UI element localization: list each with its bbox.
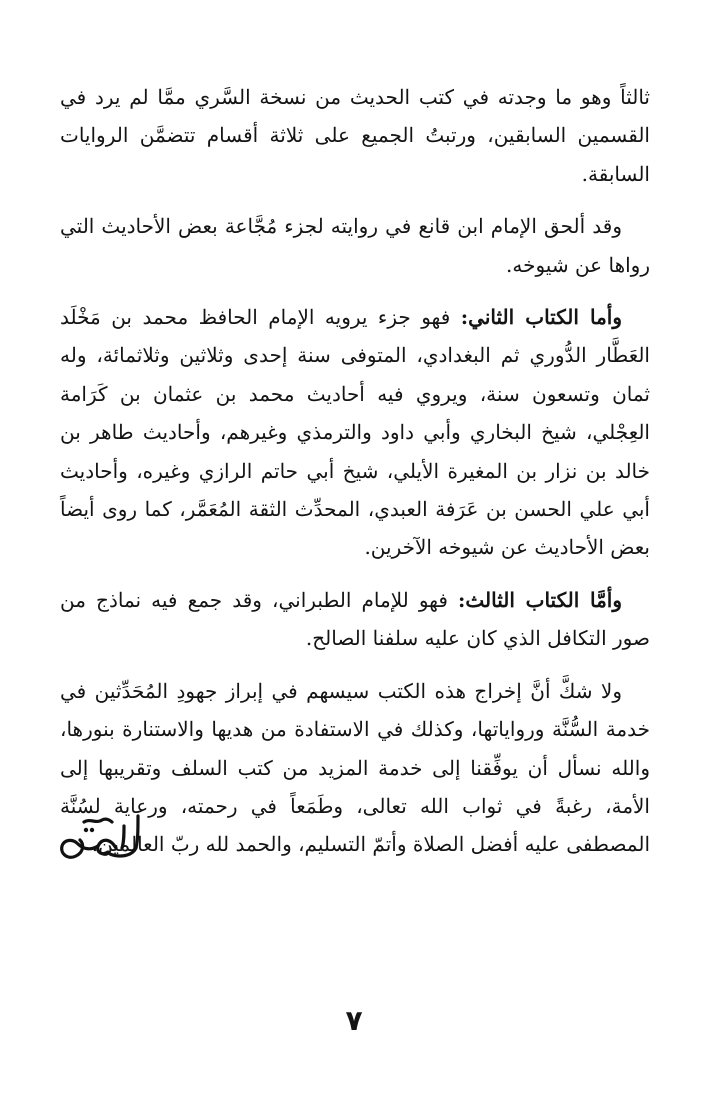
page-number: ٧ (345, 1004, 363, 1037)
paragraph-text: ولا شكَّ أنَّ إخراج هذه الكتب سيسهم في إبراز جهودِ المُحَدِّثين في خدمة السُّنَّة ورواياتها، وكذلك في الاستفادة من هديها والاستنارة بنورها، والله نسأل أن يوفِّقنا إلى خدمة المزيد من كتب السلف وتقريبها إلى الأمة، رغبةً في ثواب الله تعالى، وطَمَعاً في رحمته، ورعاية لسُنَّة المصطفى عليه أفضل الصلاة وأتمّ التسليم، والحمد لله ربّ العالمين. (60, 678, 650, 857)
paragraph-lead: وأما الكتاب الثاني: (460, 305, 623, 330)
paragraph-closing (60, 672, 650, 864)
editor-signature (54, 808, 146, 864)
signature-calligraphy-icon (54, 808, 146, 864)
paragraph-text: ثالثاً وهو ما وجدته في كتب الحديث من نسخة السَّري ممَّا لم يرد في القسمين السابقين، ورتبتُ الجميع على ثلاثة أقسام تتضمَّن الروايات السابقة. (60, 85, 650, 186)
paragraph-text: وقد ألحق الإمام ابن قانع في روايته لجزء مُجَّاعة بعض الأحاديث التي رواها عن شيوخه. (60, 214, 650, 277)
paragraph-text: فهو للإمام الطبراني، وقد جمع فيه نماذج من صور التكافل الذي كان عليه سلفنا الصالح. (60, 587, 650, 651)
paragraph-ibn-qani (60, 207, 650, 284)
paragraph-second-book (60, 298, 650, 567)
paragraph-lead: وأمَّا الكتاب الثالث: (458, 587, 622, 612)
paragraph-text: فهو جزء يرويه الإمام الحافظ محمد بن مَخْلَد العَطَّار الدُّوري ثم البغدادي، المتوفى سنة إحدى وثلاثين وثلاثمائة، وله ثمان وتسعون سنة، ويروي فيه أحاديث محمد بن عثمان بن كَرَامة العِجْلي، شيخ البخاري وأبي داود والترمذي وغيرهم، وأحاديث طاهر بن خالد بن نزار بن المغيرة الأيلي، شيخ أبي حاتم الرازي وغيره، وأحاديث أبي علي الحسن بن عَرَفة العبدي، المحدِّث الثقة المُعَمَّر، كما روى أيضاً بعض الأحاديث عن شيوخه الآخرين. (60, 305, 650, 560)
body-text (60, 78, 650, 878)
paragraph-third-source (60, 78, 650, 193)
paragraph-third-book (60, 581, 650, 658)
